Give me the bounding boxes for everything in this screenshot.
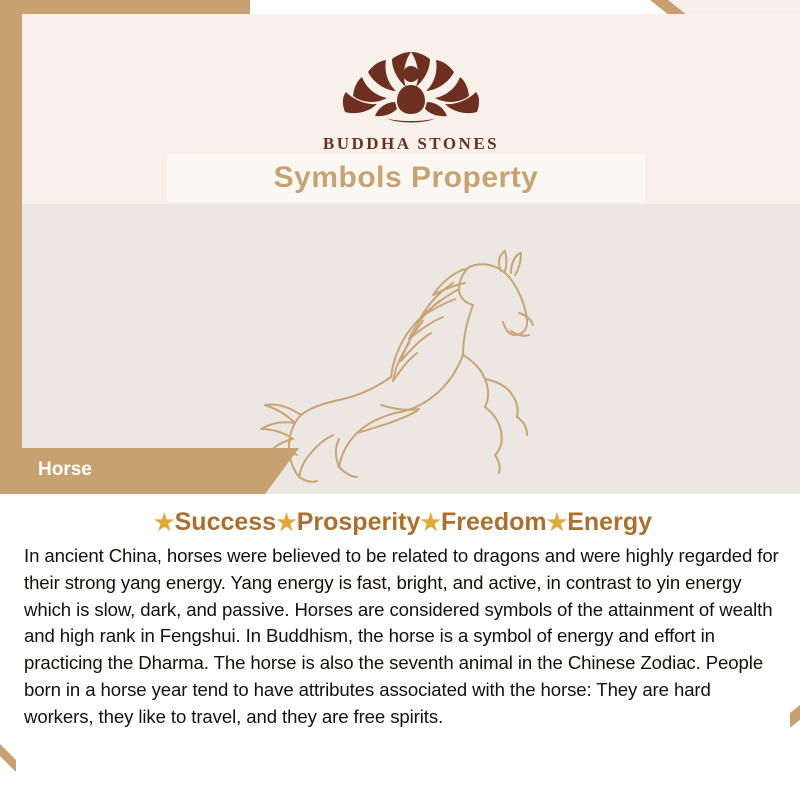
decor-top-band — [0, 0, 250, 14]
page-title: Symbols Property — [273, 161, 539, 194]
keyword-freedom: Freedom — [441, 508, 547, 536]
star-icon-3: ★ — [420, 509, 442, 535]
keyword-prosperity: Prosperity — [296, 508, 421, 536]
brand-name: BUDDHA STONES — [322, 134, 500, 153]
rearing-horse-line-art-icon — [201, 209, 621, 489]
star-icon-2: ★ — [276, 509, 297, 535]
header — [22, 14, 800, 204]
decor-left-band — [0, 0, 22, 494]
keyword-energy: Energy — [567, 508, 652, 536]
star-icon-4: ★ — [546, 509, 568, 535]
section-label: Horse — [38, 459, 92, 480]
description-paragraph: In ancient China, horses were believed to be related to dragons and were highly regarded for their strong yang energy. Yang energy is fast, bright, and active, in contrast to yin energy which is slow, dark, and passive. Horses are considered symbols of the attainment of wealth and high rank in Fengshui. In Buddhism, the horse is a symbol of energy and effort in practicing the Dharma. The horse is also the seventh animal in the Chinese Zodiac. People born in a horse year tend to have attributes associated with the horse: They are hard workers, they like to travel, and they are free spirits. — [24, 545, 779, 727]
brand-logo — [22, 32, 800, 154]
keyword-list — [16, 508, 790, 537]
content-area — [16, 500, 790, 800]
keyword-success: Success — [174, 508, 277, 536]
title-bar — [167, 154, 645, 202]
lotus-meditation-figure-icon — [326, 32, 496, 132]
section-ribbon-point — [265, 448, 299, 494]
star-icon-1: ★ — [154, 509, 175, 535]
